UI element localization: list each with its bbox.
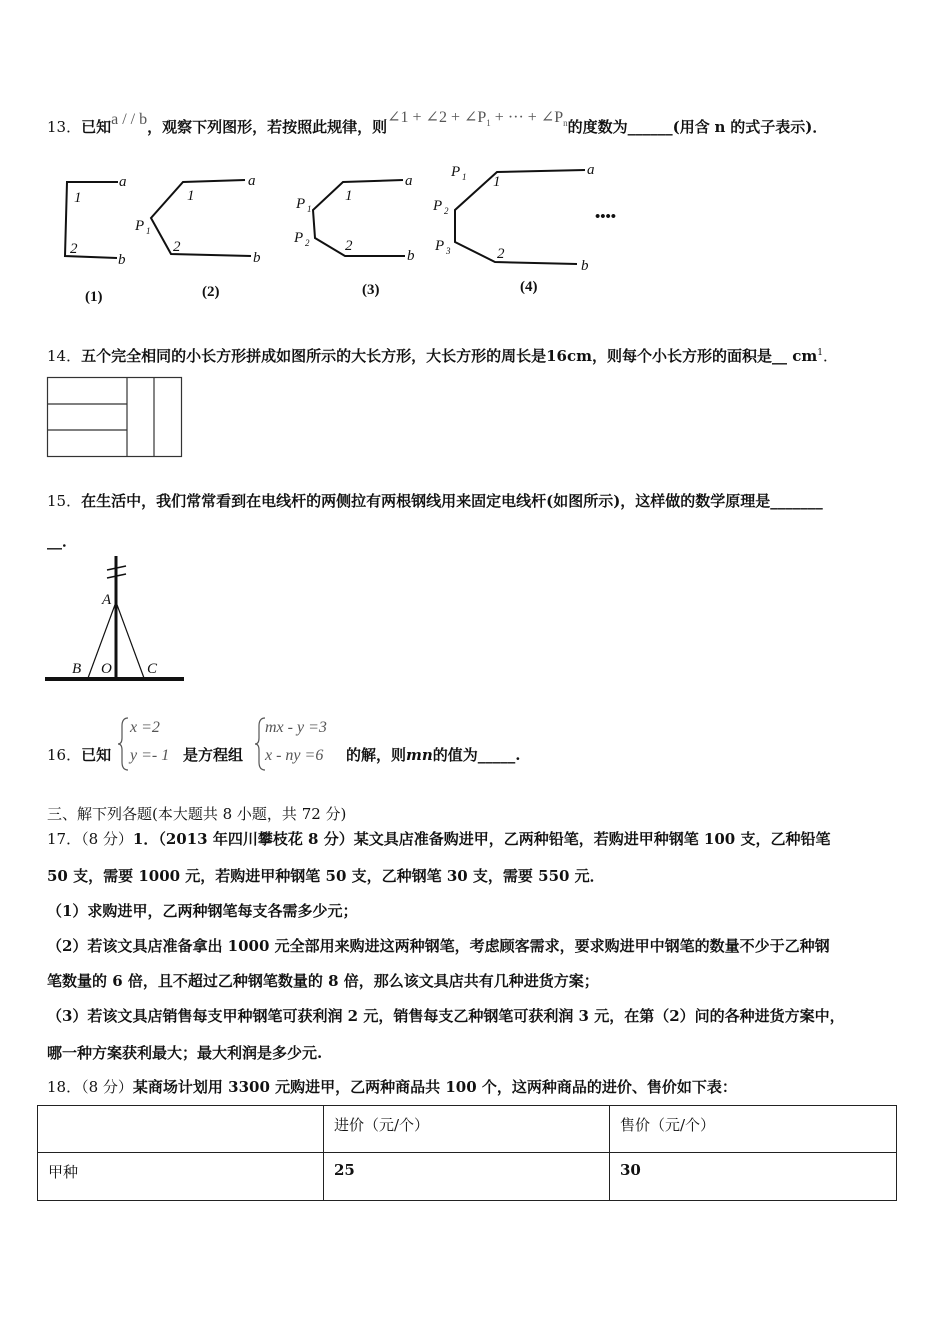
q17-line2: 50 支，需要 1000 元，若购进甲种钢笔 50 支，乙种钢笔 30 支，需要 550 元． <box>47 867 605 885</box>
svg-text:B: B <box>72 661 82 677</box>
q13-angle-sum: ∠1 + ∠2 + $\angle P_1$ + ··· + $\angle P_n$ <box>387 109 568 129</box>
table-header-row <box>38 1106 897 1153</box>
svg-text:C: C <box>147 661 158 677</box>
fig2-path <box>151 180 251 256</box>
svg-text:b: b <box>253 250 261 266</box>
svg-text:2: 2 <box>345 238 353 254</box>
svg-text:b: b <box>407 248 415 264</box>
q15-pole-figure <box>44 552 189 687</box>
svg-text:2: 2 <box>444 206 449 216</box>
svg-text:(1): (1) <box>85 289 103 305</box>
svg-text:(4): (4) <box>520 279 538 295</box>
svg-text:a: a <box>587 162 595 178</box>
svg-text:P: P <box>435 238 445 254</box>
q16-system2-eq1: mx - y =3 <box>265 719 327 736</box>
q18-price-table <box>37 1105 897 1201</box>
q16-system1-brace <box>118 716 130 772</box>
q17-part2-line2: 笔数量的 6 倍，且不超过乙种钢笔数量的 8 倍，那么该文具店共有几种进货方案； <box>47 972 599 990</box>
svg-text:P: P <box>294 230 304 246</box>
q17-part3-line1: （3）若该文具店销售每支甲种钢笔可获利润 2 元，销售每支乙种钢笔可获利润 3 元，在第（2）问的各种进货方案中， <box>47 1007 845 1025</box>
svg-text:••••: •••• <box>595 209 617 225</box>
svg-text:a: a <box>405 173 413 189</box>
table-cell: 甲种 <box>38 1153 324 1201</box>
q14-text: 14．五个完全相同的小长方形拼成如图所示的大长方形，大长方形的周长是16cm，则每个小长方形的面积是__ $cm^1$． <box>47 347 838 365</box>
svg-text:1: 1 <box>187 188 195 204</box>
q16-system2-eq2: x - ny =6 <box>265 747 324 764</box>
q16-system1-eq1: x =2 <box>130 719 160 736</box>
q15-text-line2: __． <box>47 532 78 550</box>
q16-system1-eq2: y =- 1 <box>130 747 170 764</box>
svg-text:1: 1 <box>74 190 82 206</box>
q17-part1: （1）求购进甲，乙两种钢笔每支各需多少元； <box>47 902 358 920</box>
svg-text:b: b <box>581 258 589 274</box>
section-3-heading: 三、解下列各题(本大题共 8 小题，共 72 分) <box>47 805 347 823</box>
q13-parallel: a / / b <box>111 111 148 128</box>
svg-text:2: 2 <box>497 246 505 262</box>
svg-text:1: 1 <box>307 204 312 214</box>
svg-text:a: a <box>248 173 256 189</box>
svg-text:3: 3 <box>446 246 451 256</box>
svg-text:(3): (3) <box>362 282 380 298</box>
svg-text:O: O <box>101 661 112 677</box>
q16-tail: 的解，则mn的值为_____. <box>346 746 521 764</box>
fig3-path <box>313 180 405 256</box>
svg-text:1: 1 <box>493 174 501 190</box>
svg-text:(2): (2) <box>202 284 220 300</box>
svg-text:2: 2 <box>70 241 78 257</box>
table-header-cell <box>38 1106 324 1153</box>
svg-text:2: 2 <box>173 239 181 255</box>
table-cell: 25 <box>324 1153 610 1201</box>
fig4-path <box>455 170 585 264</box>
q15-text: 15．在生活中，我们常常看到在电线杆的两侧拉有两根钢线用来固定电线杆(如图所示)，这样做的数学原理是_______ <box>47 492 823 510</box>
q16-mid: 是方程组 <box>183 746 244 764</box>
q14-rectangle-figure <box>46 376 186 460</box>
q17-line1: 17．（8 分）1．（2013 年四川攀枝花 8 分）某文具店准备购进甲，乙两种铅笔，若购进甲种钢笔 100 支，乙种铅笔 <box>47 830 831 848</box>
q13-figure <box>55 158 645 308</box>
svg-text:1: 1 <box>146 226 151 236</box>
svg-text:a: a <box>119 174 127 190</box>
svg-text:b: b <box>118 252 126 268</box>
svg-text:P: P <box>451 164 461 180</box>
table-cell: 30 <box>610 1153 897 1201</box>
q13-number: 13． <box>47 118 82 136</box>
svg-text:2: 2 <box>305 238 310 248</box>
svg-text:P: P <box>135 218 145 234</box>
svg-text:P: P <box>433 198 443 214</box>
svg-text:A: A <box>102 592 112 608</box>
q13-text: 13．已知a / / b，观察下列图形，若按照此规律，则∠1 + ∠2 + $\angle P_1$ + ··· + $\angle P_n$的度数为______(用含 n 的式子表示)． <box>47 109 828 136</box>
q17-part2-line1: （2）若该文具店准备拿出 1000 元全部用来购进这两种钢笔，考虑顾客需求，要求购进甲中钢笔的数量不少于乙种钢 <box>47 937 830 955</box>
svg-text:P: P <box>296 196 306 212</box>
table-header-cell: 进价（元/个） <box>324 1106 610 1153</box>
svg-text:1: 1 <box>462 172 467 182</box>
table-header-cell: 售价（元/个） <box>610 1106 897 1153</box>
svg-text:1: 1 <box>345 188 353 204</box>
q16-text: 16．已知 <box>47 746 112 764</box>
q18-text: 18．（8 分）某商场计划用 3300 元购进甲，乙两种商品共 100 个，这两种商品的进价、售价如下表： <box>47 1078 737 1096</box>
q17-part3-line2: 哪一种方案获利最大；最大利润是多少元. <box>47 1044 323 1062</box>
table-row <box>38 1153 897 1201</box>
